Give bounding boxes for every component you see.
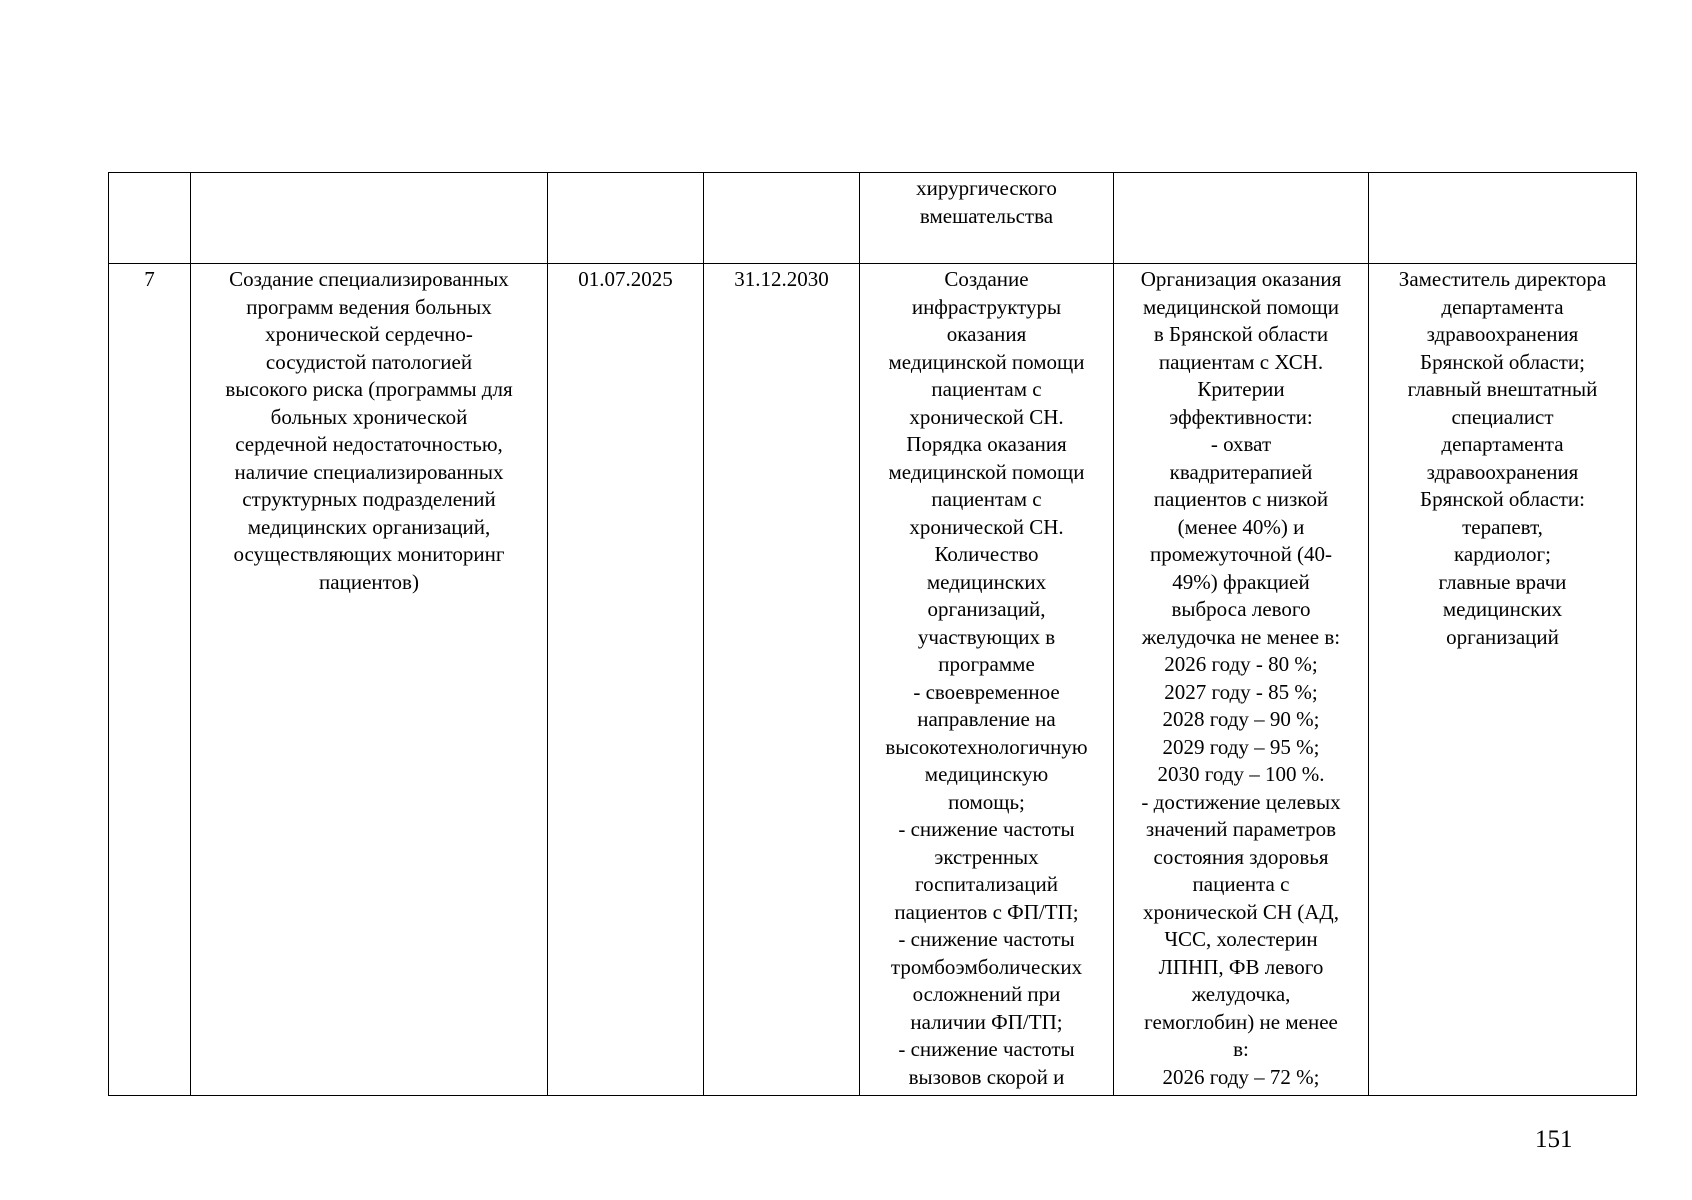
measures-table: [108, 172, 1637, 1096]
end-date: 31.12.2030: [734, 267, 829, 291]
row-number: 7: [144, 267, 155, 291]
responsible-cell: [1369, 264, 1637, 1096]
table-cell: [109, 173, 191, 264]
indicator-cell: [1114, 264, 1369, 1096]
responsible-text: Заместитель директора департамента здравоохранения Брянской области; главный внештатный специалист департамента здравоохранения Брянской области: терапевт, кардиолог; главные врачи медицинских организаций: [1398, 267, 1607, 649]
end-date-cell: [704, 264, 860, 1096]
row-number-cell: [109, 264, 191, 1096]
result-cell: [860, 264, 1114, 1096]
start-date-cell: [548, 264, 704, 1096]
table-cell: [548, 173, 704, 264]
table-cell: [1114, 173, 1369, 264]
table-cell: [1369, 173, 1637, 264]
table-row: [109, 264, 1637, 1096]
table-cell-result-continuation: [860, 173, 1114, 264]
table-cell: [704, 173, 860, 264]
measure-text: Создание специализированных программ ведения больных хронической сердечно- сосудистой патологией высокого риска (программы для больных хронической сердечной недостаточностью, наличие специализированных структурных подразделений медицинских организаций, осуществляющих мониторинг пациентов): [225, 267, 513, 594]
table-cell: [191, 173, 548, 264]
result-text: Создание инфраструктуры оказания медицинской помощи пациентам с хронической СН. Порядка оказания медицинской помощи пациентам с хронической СН. Количество медицинских организаций, участвующих в программе - своевременное направление на высокотехнологичную медицинскую помощь; - снижение частоты экстренных госпитализаций пациентов с ФП/ТП; - снижение частоты тромбоэмболических осложнений при наличии ФП/ТП; - снижение частоты вызовов скорой и: [885, 267, 1088, 1089]
result-continuation-text: хирургического вмешательства: [916, 176, 1057, 228]
indicator-text: Организация оказания медицинской помощи в Брянской области пациентам с ХСН. Критерии эффективности: - охват квадритерапией пациентов с низкой (менее 40%) и промежуточной (40- 49%) фракцией выброса левого желудочка не менее в: 2026 году - 80 %; 2027 году - 85 %; 2028 году – 90 %; 2029 году – 95 %; 2030 году – 100 %. - достижение целевых значений параметров состояния здоровья пациента с хронической СН (АД, ЧСС, холестерин ЛПНП, ФВ левого желудочка, гемоглобин) не менее в: 2026 году – 72 %;: [1140, 267, 1342, 1089]
table-row-continuation: [109, 173, 1637, 264]
page-number: 151: [1535, 1126, 1573, 1153]
measure-cell: [191, 264, 548, 1096]
start-date: 01.07.2025: [578, 267, 673, 291]
